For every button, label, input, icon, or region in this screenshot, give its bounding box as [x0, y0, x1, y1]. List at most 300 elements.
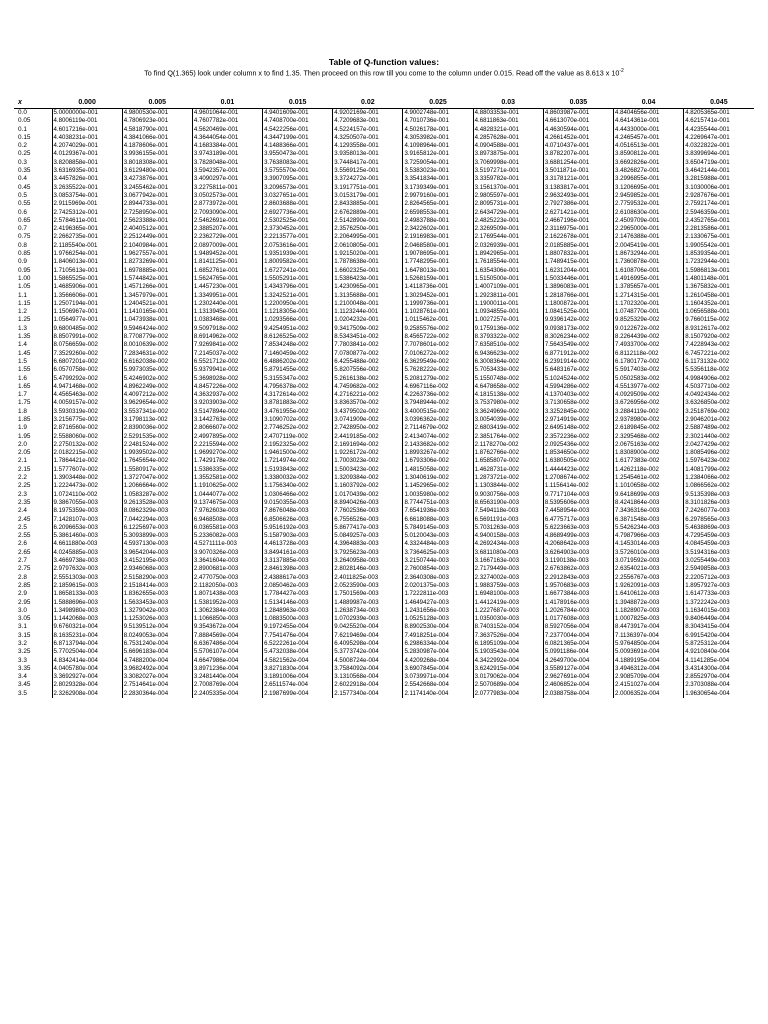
q-value-cell: 4.1488366e-001	[263, 142, 333, 150]
q-value-cell: 3.1383817e-001	[543, 184, 613, 192]
q-value-cell: 2.3116975e-001	[543, 225, 613, 233]
q-value-cell: 7.4918251e-004	[403, 632, 473, 640]
q-value-cell: 1.7232944e-001	[684, 258, 754, 266]
q-value-cell: 3.7130658e-002	[543, 399, 613, 407]
row-x-value: 2.25	[14, 482, 52, 490]
q-value-cell: 1.1028761e-001	[403, 308, 473, 316]
q-value-cell: 6.2391914e-002	[543, 358, 613, 366]
q-value-cell: 2.3730452e-001	[263, 225, 333, 233]
q-value-cell: 2.7114679e-002	[403, 424, 473, 432]
table-row	[14, 623, 754, 631]
q-value-cell: 5.7628222e-002	[403, 366, 473, 374]
q-value-cell: 2.4825223e-001	[473, 217, 543, 225]
q-value-cell: 3.3359782e-001	[473, 175, 543, 183]
row-x-value: 0.4	[14, 175, 52, 183]
q-value-cell: 3.3692927e-004	[52, 673, 122, 681]
table-row	[14, 632, 754, 640]
q-value-cell: 2.8603688e-001	[263, 200, 333, 208]
q-value-cell: 3.5942357e-001	[192, 167, 262, 175]
q-value-cell: 3.2096573e-001	[263, 184, 333, 192]
q-value-cell: 6.8713794e-004	[52, 640, 122, 648]
q-value-cell: 2.6598553e-001	[403, 209, 473, 217]
q-value-cell: 4.4433000e-001	[614, 126, 684, 134]
q-value-cell: 5.4732038e-004	[263, 648, 333, 656]
q-value-cell: 1.5624765e-001	[192, 275, 262, 283]
q-value-cell: 4.8205365e-001	[684, 109, 754, 118]
q-value-cell: 1.7429178e-002	[192, 457, 262, 465]
q-value-cell: 2.0675163e-002	[614, 441, 684, 449]
row-x-value: 2.5	[14, 524, 52, 532]
q-value-cell: 3.4273876e-001	[122, 175, 192, 183]
q-function-table	[14, 96, 754, 698]
q-value-cell: 1.9215020e-001	[333, 250, 403, 258]
q-value-cell: 9.5135398e-003	[684, 491, 754, 499]
q-value-cell: 4.8603987e-001	[543, 109, 613, 118]
q-value-cell: 1.7501569e-003	[333, 590, 403, 598]
q-value-cell: 8.5395606e-003	[543, 499, 613, 507]
table-row	[14, 325, 754, 333]
q-value-cell: 8.6914962e-002	[192, 333, 262, 341]
q-value-cell: 7.7803841e-002	[333, 341, 403, 349]
row-x-value: 2.15	[14, 466, 52, 474]
q-value-cell: 4.2857628e-001	[473, 134, 543, 142]
q-value-cell: 3.5726010e-003	[614, 549, 684, 557]
q-value-cell: 2.4419185e-002	[333, 433, 403, 441]
q-value-cell: 3.9070326e-003	[192, 549, 262, 557]
q-value-cell: 6.7531240e-004	[122, 640, 192, 648]
q-value-cell: 1.9351939e-001	[263, 250, 333, 258]
row-x-value: 2.3	[14, 491, 52, 499]
q-value-cell: 4.1453014e-003	[614, 540, 684, 548]
q-value-cell: 1.9078695e-001	[403, 250, 473, 258]
q-value-cell: 4.9002748e-001	[403, 109, 473, 118]
q-value-cell: 1.5033446e-001	[543, 275, 613, 283]
q-value-cell: 1.9883759e-003	[473, 582, 543, 590]
q-value-cell: 4.9210840e-004	[684, 648, 754, 656]
q-value-cell: 1.5268159e-001	[403, 275, 473, 283]
table-row	[14, 225, 754, 233]
q-value-cell: 2.7425312e-001	[52, 209, 122, 217]
q-value-cell: 4.7956378e-002	[263, 383, 333, 391]
q-value-cell: 2.9287676e-001	[684, 192, 754, 200]
q-value-cell: 1.0841525e-001	[543, 308, 613, 316]
q-value-cell: 8.1635231e-004	[52, 632, 122, 640]
q-value-cell: 1.2431656e-003	[403, 607, 473, 615]
q-value-cell: 5.1587903e-003	[263, 532, 333, 540]
q-value-cell: 3.6881254e-001	[543, 159, 613, 167]
table-row	[14, 565, 754, 573]
q-value-cell: 1.2200950e-001	[263, 300, 333, 308]
q-value-cell: 1.5386423e-001	[333, 275, 403, 283]
q-value-cell: 2.4509709e-001	[614, 217, 684, 225]
q-value-cell: 4.7459682e-002	[333, 383, 403, 391]
q-value-cell: 5.6483167e-002	[543, 366, 613, 374]
q-value-cell: 4.8689499e-003	[543, 532, 613, 540]
q-value-cell: 1.5580917e-002	[122, 466, 192, 474]
q-value-cell: 3.1442763e-002	[192, 416, 262, 424]
row-x-value: 0.8	[14, 242, 52, 250]
q-value-cell: 5.5426234e-003	[614, 524, 684, 532]
q-value-cell: 2.1769544e-001	[473, 233, 543, 241]
q-value-cell: 3.5569125e-001	[333, 167, 403, 175]
q-value-cell: 5.5917403e-002	[614, 366, 684, 374]
q-value-cell: 5.8791455e-002	[263, 366, 333, 374]
q-value-cell: 2.0523590e-003	[333, 582, 403, 590]
q-value-cell: 8.0862329e-003	[122, 507, 192, 515]
q-value-cell: 2.9346068e-003	[122, 565, 192, 573]
table-row	[14, 557, 754, 565]
q-value-cell: 1.8534650e-002	[543, 449, 613, 457]
row-x-value: 3.2	[14, 640, 52, 648]
q-value-cell: 4.6478658e-002	[473, 383, 543, 391]
q-value-cell: 1.3040619e-002	[403, 474, 473, 482]
q-value-cell: 2.6511574e-004	[263, 681, 333, 689]
q-value-cell: 4.5513977e-002	[614, 383, 684, 391]
table-row	[14, 457, 754, 465]
q-value-cell: 3.3724272e-001	[333, 175, 403, 183]
table-row	[14, 416, 754, 424]
q-value-cell: 9.1972455e-004	[263, 623, 333, 631]
q-value-cell: 4.5994286e-002	[543, 383, 613, 391]
q-value-cell: 1.0177608e-003	[543, 615, 613, 623]
q-value-cell: 4.3841066e-001	[122, 134, 192, 142]
row-x-value: 2.55	[14, 532, 52, 540]
q-value-cell: 2.2362729e-001	[192, 233, 262, 241]
q-value-cell: 1.6108706e-001	[614, 267, 684, 275]
q-value-cell: 6.6807201e-002	[52, 358, 122, 366]
q-value-cell: 1.0293566e-001	[263, 316, 333, 324]
q-value-cell: 3.3541834e-001	[403, 175, 473, 183]
q-value-cell: 1.1506967e-001	[52, 308, 122, 316]
q-value-cell: 1.7784427e-003	[263, 590, 333, 598]
row-x-value: 0.1	[14, 126, 52, 134]
q-value-cell: 2.6762889e-001	[333, 209, 403, 217]
q-value-cell: 3.0054039e-002	[473, 416, 543, 424]
q-value-cell: 7.8534248e-002	[263, 341, 333, 349]
q-value-cell: 3.2156775e-002	[52, 416, 122, 424]
q-value-cell: 7.9269841e-002	[192, 341, 262, 349]
q-value-cell: 4.6215741e-001	[684, 117, 754, 125]
q-value-cell: 4.0929509e-002	[614, 391, 684, 399]
q-value-cell: 2.0045419e-001	[614, 242, 684, 250]
q-value-cell: 9.1759136e-002	[473, 325, 543, 333]
q-value-cell: 3.7537980e-002	[473, 399, 543, 407]
q-value-cell: 3.5755570e-001	[263, 167, 333, 175]
q-value-cell: 9.6760321e-004	[52, 623, 122, 631]
q-value-cell: 6.5521712e-002	[192, 358, 262, 366]
q-value-cell: 4.7987966e-003	[614, 532, 684, 540]
q-value-cell: 8.2264439e-002	[614, 333, 684, 341]
table-row	[14, 159, 754, 167]
q-value-cell: 7.2377004e-004	[543, 632, 613, 640]
table-row	[14, 217, 754, 225]
q-value-cell: 8.1975359e-003	[52, 507, 122, 515]
q-value-cell: 1.6978885e-001	[122, 267, 192, 275]
row-x-value: 2.85	[14, 582, 52, 590]
q-value-cell: 1.7214974e-002	[263, 457, 333, 465]
q-value-cell: 4.6647986e-004	[192, 657, 262, 665]
q-value-cell: 1.5888696e-003	[52, 599, 122, 607]
table-row	[14, 540, 754, 548]
table-row	[14, 607, 754, 615]
q-value-cell: 2.8716560e-002	[52, 424, 122, 432]
q-value-cell: 2.4770750e-003	[192, 574, 262, 582]
table-row	[14, 673, 754, 681]
q-value-cell: 5.1024524e-002	[543, 375, 613, 383]
q-value-cell: 1.3498980e-003	[52, 607, 122, 615]
q-value-cell: 1.2404521e-001	[122, 300, 192, 308]
q-value-cell: 6.8112118e-002	[614, 350, 684, 358]
q-value-cell: 3.1891006e-004	[263, 673, 333, 681]
q-value-cell: 8.0010639e-002	[122, 341, 192, 349]
q-value-cell: 2.2830364e-004	[122, 690, 192, 698]
q-value-cell: 2.5887489e-002	[684, 424, 754, 432]
q-value-cell: 2.0326939e-001	[473, 242, 543, 250]
q-value-cell: 2.1178270e-002	[473, 441, 543, 449]
q-value-cell: 2.4040512e-001	[122, 225, 192, 233]
q-value-cell: 4.7488200e-004	[122, 657, 192, 665]
q-value-cell: 9.6800485e-002	[52, 325, 122, 333]
q-value-cell: 4.7607782e-001	[192, 117, 262, 125]
q-value-cell: 4.0845459e-003	[684, 540, 754, 548]
q-value-cell: 2.4388617e-003	[263, 574, 333, 582]
row-x-value: 1.65	[14, 383, 52, 391]
q-value-cell: 9.9396142e-002	[543, 316, 613, 324]
q-value-cell: 1.4801148e-001	[684, 275, 754, 283]
q-value-cell: 8.0249053e-004	[122, 632, 192, 640]
q-value-cell: 4.7806923e-001	[122, 117, 192, 125]
q-value-cell: 5.0000000e-001	[52, 109, 122, 118]
q-value-cell: 3.8782207e-001	[543, 150, 613, 158]
q-value-cell: 1.2384066e-002	[684, 474, 754, 482]
table-row	[14, 599, 754, 607]
page-title: Table of Q-function values:	[328, 57, 440, 67]
q-value-cell: 3.0255449e-003	[684, 557, 754, 565]
q-value-cell: 4.4038231e-001	[52, 134, 122, 142]
q-value-cell: 2.6108630e-001	[614, 209, 684, 217]
table-row	[14, 209, 754, 217]
table-row	[14, 640, 754, 648]
column-header: 0.02	[333, 96, 403, 109]
q-value-cell: 1.0204232e-001	[333, 316, 403, 324]
row-x-value: 0.2	[14, 142, 52, 150]
q-value-cell: 1.7748295e-001	[403, 258, 473, 266]
q-value-cell: 1.6852761e-001	[192, 267, 262, 275]
q-value-cell: 6.6618088e-003	[403, 516, 473, 524]
q-value-cell: 3.9358013e-001	[333, 150, 403, 158]
q-value-cell: 3.3907095e-001	[263, 175, 333, 183]
q-value-cell: 2.8944733e-001	[122, 200, 192, 208]
q-value-cell: 6.5222261e-004	[263, 640, 333, 648]
table-row	[14, 192, 754, 200]
q-value-cell: 3.2815988e-001	[684, 175, 754, 183]
q-value-cell: 1.6380505e-002	[543, 457, 613, 465]
row-x-value: 1.6	[14, 375, 52, 383]
table-row	[14, 474, 754, 482]
q-value-cell: 8.8902530e-004	[403, 623, 473, 631]
q-value-cell: 4.5008724e-004	[333, 657, 403, 665]
q-value-cell: 2.0925436e-002	[543, 441, 613, 449]
q-value-cell: 8.7744751e-003	[403, 499, 473, 507]
q-value-cell: 1.1303844e-002	[473, 482, 543, 490]
q-value-cell: 1.3380032e-002	[263, 474, 333, 482]
q-value-cell: 1.0115462e-001	[403, 316, 473, 324]
q-value-cell: 5.1550748e-002	[473, 375, 543, 383]
q-value-cell: 2.8773972e-001	[192, 200, 262, 208]
q-value-cell: 1.8957927e-003	[684, 582, 754, 590]
q-value-cell: 1.5986813e-001	[684, 267, 754, 275]
q-value-cell: 7.6541936e-003	[403, 507, 473, 515]
q-value-cell: 1.8762766e-002	[473, 449, 543, 457]
q-value-cell: 4.4613728e-003	[263, 540, 333, 548]
q-value-cell: 1.7878638e-001	[333, 258, 403, 266]
row-x-value: 2.4	[14, 507, 52, 515]
q-value-cell: 1.3135688e-001	[333, 292, 403, 300]
q-value-cell: 4.8342414e-004	[52, 657, 122, 665]
q-value-cell: 7.1460459e-002	[263, 350, 333, 358]
q-value-cell: 3.6242915e-004	[473, 665, 543, 673]
q-value-cell: 1.8807832e-001	[543, 250, 613, 258]
q-value-cell: 2.9046201e-002	[684, 416, 754, 424]
q-value-cell: 1.5633453e-003	[122, 599, 192, 607]
row-x-value: 1.85	[14, 416, 52, 424]
q-value-cell: 2.4151027e-004	[614, 681, 684, 689]
q-value-cell: 1.3209384e-002	[333, 474, 403, 482]
q-value-cell: 2.5946359e-001	[684, 209, 754, 217]
q-value-cell: 1.0444077e-002	[192, 491, 262, 499]
q-value-cell: 6.8506626e-003	[263, 516, 333, 524]
q-value-cell: 9.6418699e-003	[614, 491, 684, 499]
q-value-cell: 1.4178916e-003	[543, 599, 613, 607]
row-x-value: 0.9	[14, 258, 52, 266]
table-row	[14, 308, 754, 316]
q-value-cell: 9.1374675e-003	[192, 499, 262, 507]
q-value-cell: 1.4815058e-002	[403, 466, 473, 474]
q-value-cell: 1.1900011e-001	[473, 300, 543, 308]
q-value-cell: 6.8771912e-002	[543, 350, 613, 358]
q-value-cell: 1.4262118e-002	[614, 466, 684, 474]
q-value-cell: 3.5197271e-001	[473, 167, 543, 175]
q-value-cell: 7.3637526e-004	[473, 632, 543, 640]
q-value-cell: 5.3861460e-003	[52, 532, 122, 540]
q-value-cell: 4.0322822e-001	[684, 142, 754, 150]
row-x-value: 0.6	[14, 209, 52, 217]
q-value-cell: 1.2066664e-002	[122, 482, 192, 490]
row-x-value: 1.45	[14, 350, 52, 358]
q-value-cell: 4.4828321e-001	[473, 126, 543, 134]
q-value-cell: 2.2215594e-002	[192, 441, 262, 449]
q-value-cell: 1.8658133e-003	[52, 590, 122, 598]
row-x-value: 1.00	[14, 275, 52, 283]
q-value-cell: 1.2714315e-001	[614, 292, 684, 300]
q-value-cell: 1.2818766e-001	[543, 292, 613, 300]
q-value-cell: 4.4209268e-004	[403, 657, 473, 665]
q-value-cell: 1.8308900e-002	[614, 449, 684, 457]
q-value-cell: 9.3867055e-003	[52, 499, 122, 507]
q-value-cell: 1.8085496e-002	[684, 449, 754, 457]
column-header: 0.025	[403, 96, 473, 109]
q-value-cell: 1.2848963e-003	[263, 607, 333, 615]
table-row	[14, 648, 754, 656]
q-value-cell: 1.9570683e-003	[543, 582, 613, 590]
row-x-value: 0.25	[14, 150, 52, 158]
table-row	[14, 341, 754, 349]
q-value-cell: 5.1903543e-004	[473, 648, 543, 656]
q-value-cell: 2.7759532e-001	[614, 200, 684, 208]
q-value-cell: 1.0035980e-002	[403, 491, 473, 499]
q-value-cell: 1.9226172e-002	[333, 449, 403, 457]
table-row	[14, 391, 754, 399]
q-value-cell: 5.4246902e-002	[122, 375, 192, 383]
q-value-cell: 4.2263736e-002	[403, 391, 473, 399]
q-value-cell: 1.6677384e-003	[543, 590, 613, 598]
q-value-cell: 4.1889195e-004	[614, 657, 684, 665]
row-x-value: 2.9	[14, 590, 52, 598]
q-value-cell: 1.5865525e-001	[52, 275, 122, 283]
row-x-value: 0.45	[14, 184, 52, 192]
q-value-cell: 4.1098964e-001	[403, 142, 473, 150]
q-value-cell: 3.8399694e-001	[684, 150, 754, 158]
q-value-cell: 1.7360878e-001	[614, 258, 684, 266]
q-value-cell: 4.5821562e-004	[263, 657, 333, 665]
q-value-cell: 3.9936155e-001	[122, 150, 192, 158]
table-row	[14, 657, 754, 665]
q-value-cell: 3.1798113e-002	[122, 416, 192, 424]
q-value-cell: 3.8363570e-002	[333, 399, 403, 407]
q-value-cell: 2.1185540e-001	[52, 242, 122, 250]
q-value-cell: 2.9797632e-003	[52, 565, 122, 573]
q-value-cell: 2.1577340e-004	[333, 690, 403, 698]
q-value-cell: 3.0677942e-001	[122, 192, 192, 200]
q-value-cell: 4.3172614e-002	[263, 391, 333, 399]
q-value-cell: 3.7828048e-001	[192, 159, 262, 167]
q-value-cell: 4.6811863e-001	[473, 117, 543, 125]
q-value-cell: 4.5422256e-001	[263, 126, 333, 134]
q-value-cell: 1.0564977e-001	[52, 316, 122, 324]
q-value-cell: 4.2074029e-001	[52, 142, 122, 150]
q-value-cell: 7.5643549e-002	[543, 341, 613, 349]
header-row	[14, 96, 754, 109]
row-x-value: 0.3	[14, 159, 52, 167]
q-value-cell: 4.3632937e-002	[192, 391, 262, 399]
table-row	[14, 665, 754, 673]
q-value-cell: 3.8781883e-002	[263, 399, 333, 407]
q-value-cell: 1.3349951e-001	[192, 292, 262, 300]
row-x-value: 2.2	[14, 474, 52, 482]
table-row	[14, 117, 754, 125]
q-value-cell: 8.7708779e-002	[122, 333, 192, 341]
table-row	[14, 449, 754, 457]
q-value-cell: 2.8029328e-004	[52, 681, 122, 689]
q-value-cell: 5.8725312e-004	[684, 640, 754, 648]
q-value-cell: 7.7078601e-002	[403, 341, 473, 349]
column-header: 0.03	[473, 96, 543, 109]
q-value-cell: 2.0897009e-001	[192, 242, 262, 250]
table-row	[14, 582, 754, 590]
row-x-value: 1.25	[14, 316, 52, 324]
q-value-cell: 1.3727047e-002	[122, 474, 192, 482]
q-value-cell: 1.0934855e-001	[473, 308, 543, 316]
table-row	[14, 267, 754, 275]
q-value-cell: 3.2996855e-001	[614, 175, 684, 183]
q-value-cell: 9.8406449e-004	[684, 615, 754, 623]
q-value-cell: 1.5193843e-002	[263, 466, 333, 474]
q-value-cell: 7.2145037e-002	[192, 350, 262, 358]
q-value-cell: 9.3417509e-002	[333, 325, 403, 333]
table-row	[14, 383, 754, 391]
q-value-cell: 1.4571266e-001	[122, 283, 192, 291]
q-value-cell: 8.0756659e-002	[52, 341, 122, 349]
